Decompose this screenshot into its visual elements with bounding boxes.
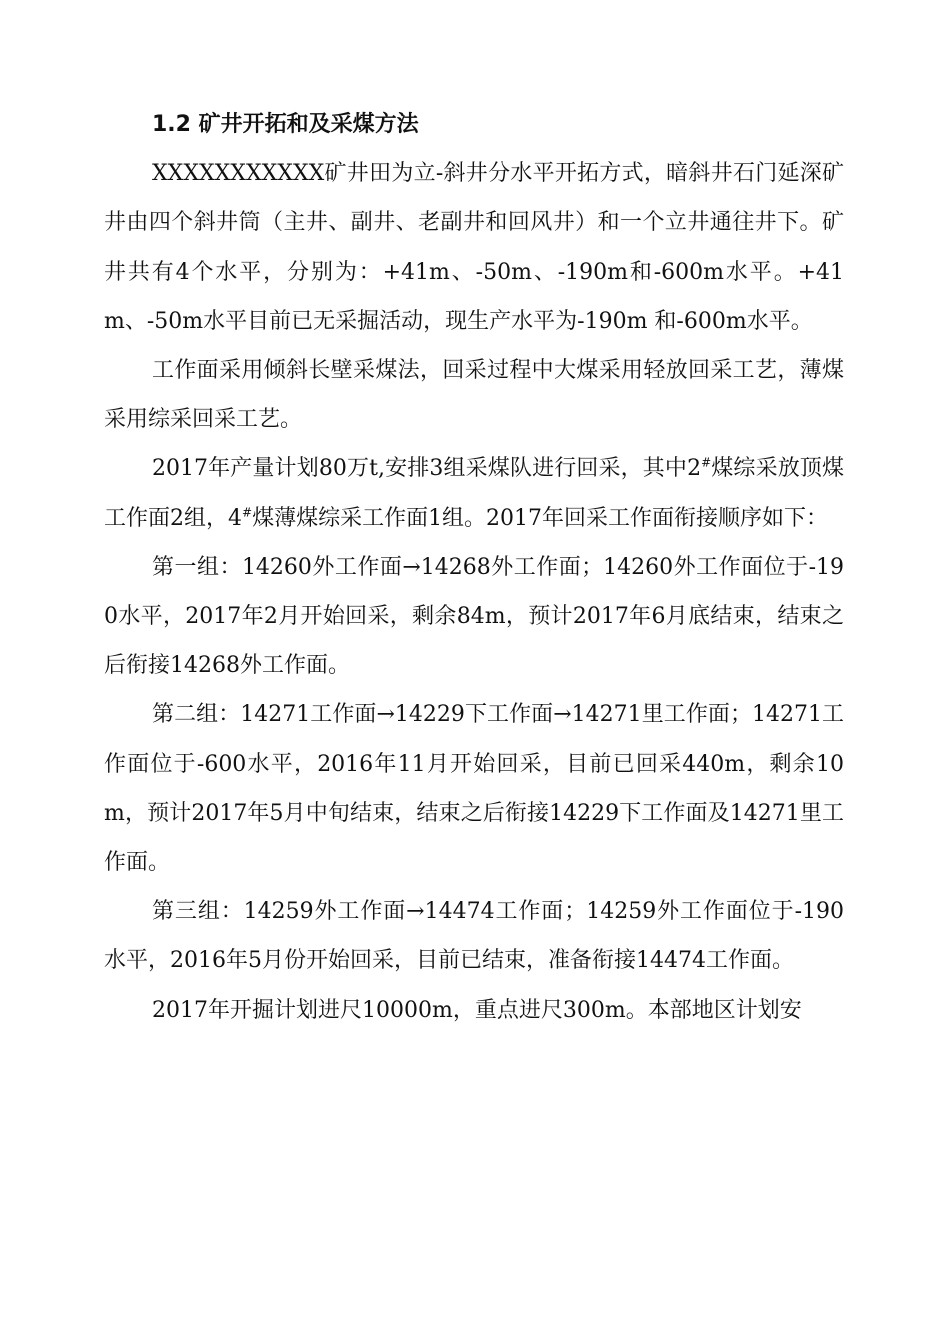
paragraph-group-three: 第三组：14259外工作面→14474工作面；14259外工作面位于-190水平，2016年5月份开始回采，目前已结束，准备衔接14474工作面。 xyxy=(104,899,844,974)
paragraph-mine-development: XXXXXXXXXXX矿井田为立-斜井分水平开拓方式，暗斜井石门延深矿井由四个斜井筒（主井、副井、老副井和回风井）和一个立井通往井下。矿井共有4个水平，分别为：+41m、-50m、-190m和-600m水平。+41m、-50m水平目前已无采掘活动，现生产水平为-190m 和-600m水平。 xyxy=(104,161,844,334)
paragraph-production-plan xyxy=(104,444,844,542)
plan-text-part3: 煤薄煤综采工作面1组。2017年回采工作面衔接顺序如下： xyxy=(252,505,829,531)
seam-mark-1: # xyxy=(701,456,712,471)
paragraph-excavation-plan: 2017年开掘计划进尺10000m，重点进尺300m。本部地区计划安 xyxy=(152,997,802,1023)
plan-text-part1: 2017年产量计划80万t,安排3组采煤队进行回采，其中2 xyxy=(152,456,702,482)
seam-mark-2: # xyxy=(242,505,253,520)
paragraph-mining-method: 工作面采用倾斜长壁采煤法，回采过程中大煤采用轻放回采工艺，薄煤采用综采回采工艺。 xyxy=(104,358,844,433)
plan-text-part2: 煤综采放顶煤工作面2组，4 xyxy=(104,456,844,531)
paragraph-group-one: 第一组：14260外工作面→14268外工作面；14260外工作面位于-190水平，2017年2月开始回采，剩余84m，预计2017年6月底结束，结束之后衔接14268外工作面。 xyxy=(104,554,844,679)
document-body xyxy=(104,100,844,1035)
paragraph-group-two: 第二组：14271工作面→14229下工作面→14271里工作面；14271工作面位于-600水平，2016年11月开始回采，目前已回采440m，剩余10m，预计2017年5月中旬结束，结束之后衔接14229下工作面及14271里工作面。 xyxy=(104,702,844,876)
section-heading: 1.2 矿井开拓和及采煤方法 xyxy=(152,112,419,137)
